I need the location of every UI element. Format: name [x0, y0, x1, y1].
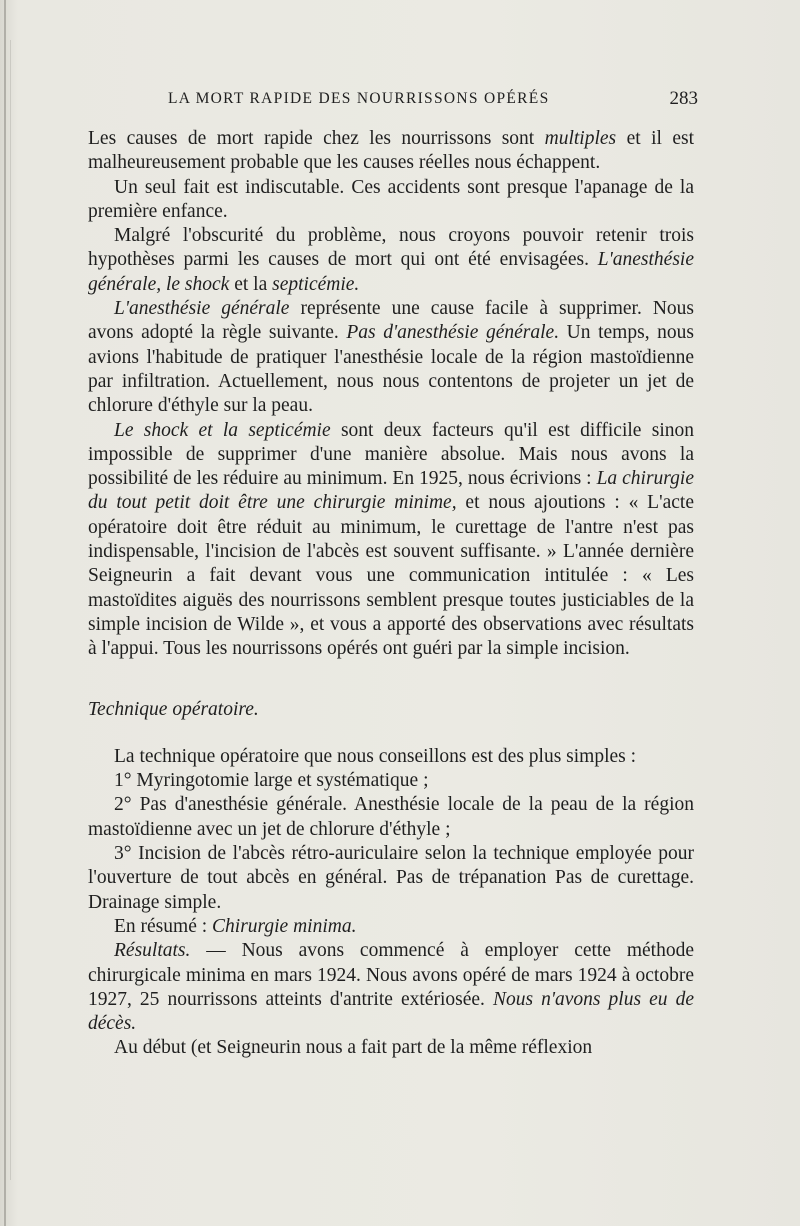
text-run: Malgré l'obscurité du problème, nous croyons pouvoir retenir trois hypothèses parmi les causes de mort qui ont été envisagées.	[88, 225, 694, 271]
paragraph	[88, 419, 694, 662]
scan-edge-shadow	[10, 40, 11, 1180]
body-text	[88, 127, 694, 1061]
paragraph	[88, 127, 694, 176]
emphasis-text: Nous n'avons plus eu de décès.	[88, 988, 694, 1035]
text-run: — Nous avons commencé à employer cette méthode chirurgicale minima en mars 1924. Nous avons opéré de mars 1924 à octobre 1927, 25 nourrissons atteints d'antrite extériosée.	[88, 940, 694, 1010]
page-header	[110, 88, 698, 112]
running-title: LA MORT RAPIDE DES NOURRISSONS OPÉRÉS	[168, 90, 550, 107]
emphasis-text: La chirurgie du tout petit doit être une chirurgie minime,	[88, 468, 694, 514]
paragraph: Un seul fait est indiscutable. Ces accidents sont presque l'apanage de la première enfance.	[88, 176, 694, 222]
text-run: Un temps, nous avions l'habitude de pratiquer l'anesthésie locale de la région mastoïdienne par infiltration. Actuellement, nous nous contentons de projeter un jet de chlorure d'éthyle sur la peau.	[88, 322, 695, 417]
paragraph	[88, 915, 694, 939]
paragraph	[88, 297, 694, 418]
text-run: et la	[229, 273, 273, 295]
emphasis-text: Le shock et la septicémie	[114, 419, 331, 441]
paragraph	[88, 939, 694, 1036]
emphasis-text: septicémie.	[272, 273, 360, 295]
page-number: 283	[669, 88, 698, 109]
paragraph	[88, 224, 694, 297]
emphasis-text: Chirurgie minima.	[212, 915, 357, 937]
text-run: En résumé :	[114, 915, 213, 937]
list-item: 1° Myringotomie large et systématique ;	[114, 770, 429, 792]
emphasis-text: L'anesthésie générale, le shock	[88, 249, 694, 295]
scan-edge-line	[4, 0, 6, 1226]
list-item: 2° Pas d'anesthésie générale. Anesthésie locale de la peau de la région mastoïdienne avec un jet de chlorure d'éthyle ;	[88, 794, 694, 840]
paragraph: La technique opératoire que nous conseillons est des plus simples :	[114, 745, 637, 767]
section-title: Technique opératoire.	[88, 698, 259, 720]
emphasis-text: multiples	[544, 128, 617, 149]
text-run: et nous ajoutions : « L'acte opératoire doit être réduit au minimum, le curettage de l'antre n'est pas indispensable, l'incision de l'abcès est souvent suffisante. » L'année dernière Seigneurin a fait devant vous une communication intitulée : « Les mastoïdites aiguës des nourrissons semblent presque toutes justiciables de la simple incision de Wilde », et vous a apporté des observations avec résultats à l'appui. Tous les nourrissons opérés ont guéri par la simple incision.	[88, 492, 694, 660]
text-run: représente une cause facile à supprimer. Nous avons adopté la règle suivante.	[88, 298, 694, 344]
text-run: sont deux facteurs qu'il est difficile sinon impossible de supprimer d'une manière absolue. Mais nous avons la possibilité de les réduire au minimum. En 1925, nous écrivions :	[88, 419, 694, 490]
text-run: Les causes de mort rapide chez les nourrissons sont	[88, 128, 545, 149]
emphasis-text: Pas d'anesthésie générale.	[346, 322, 560, 344]
text-run: et il est malheureusement probable que les causes réelles nous échappent.	[88, 128, 694, 174]
list-item: 3° Incision de l'abcès rétro-auriculaire selon la technique employée pour l'ouverture de tout abcès en général. Pas de trépanation Pas de curettage. Drainage simple.	[88, 843, 694, 913]
emphasis-text: L'anesthésie générale	[114, 298, 290, 320]
paragraph: Au début (et Seigneurin nous a fait part de la même réflexion	[114, 1037, 593, 1059]
emphasis-text: Résultats.	[114, 940, 191, 962]
